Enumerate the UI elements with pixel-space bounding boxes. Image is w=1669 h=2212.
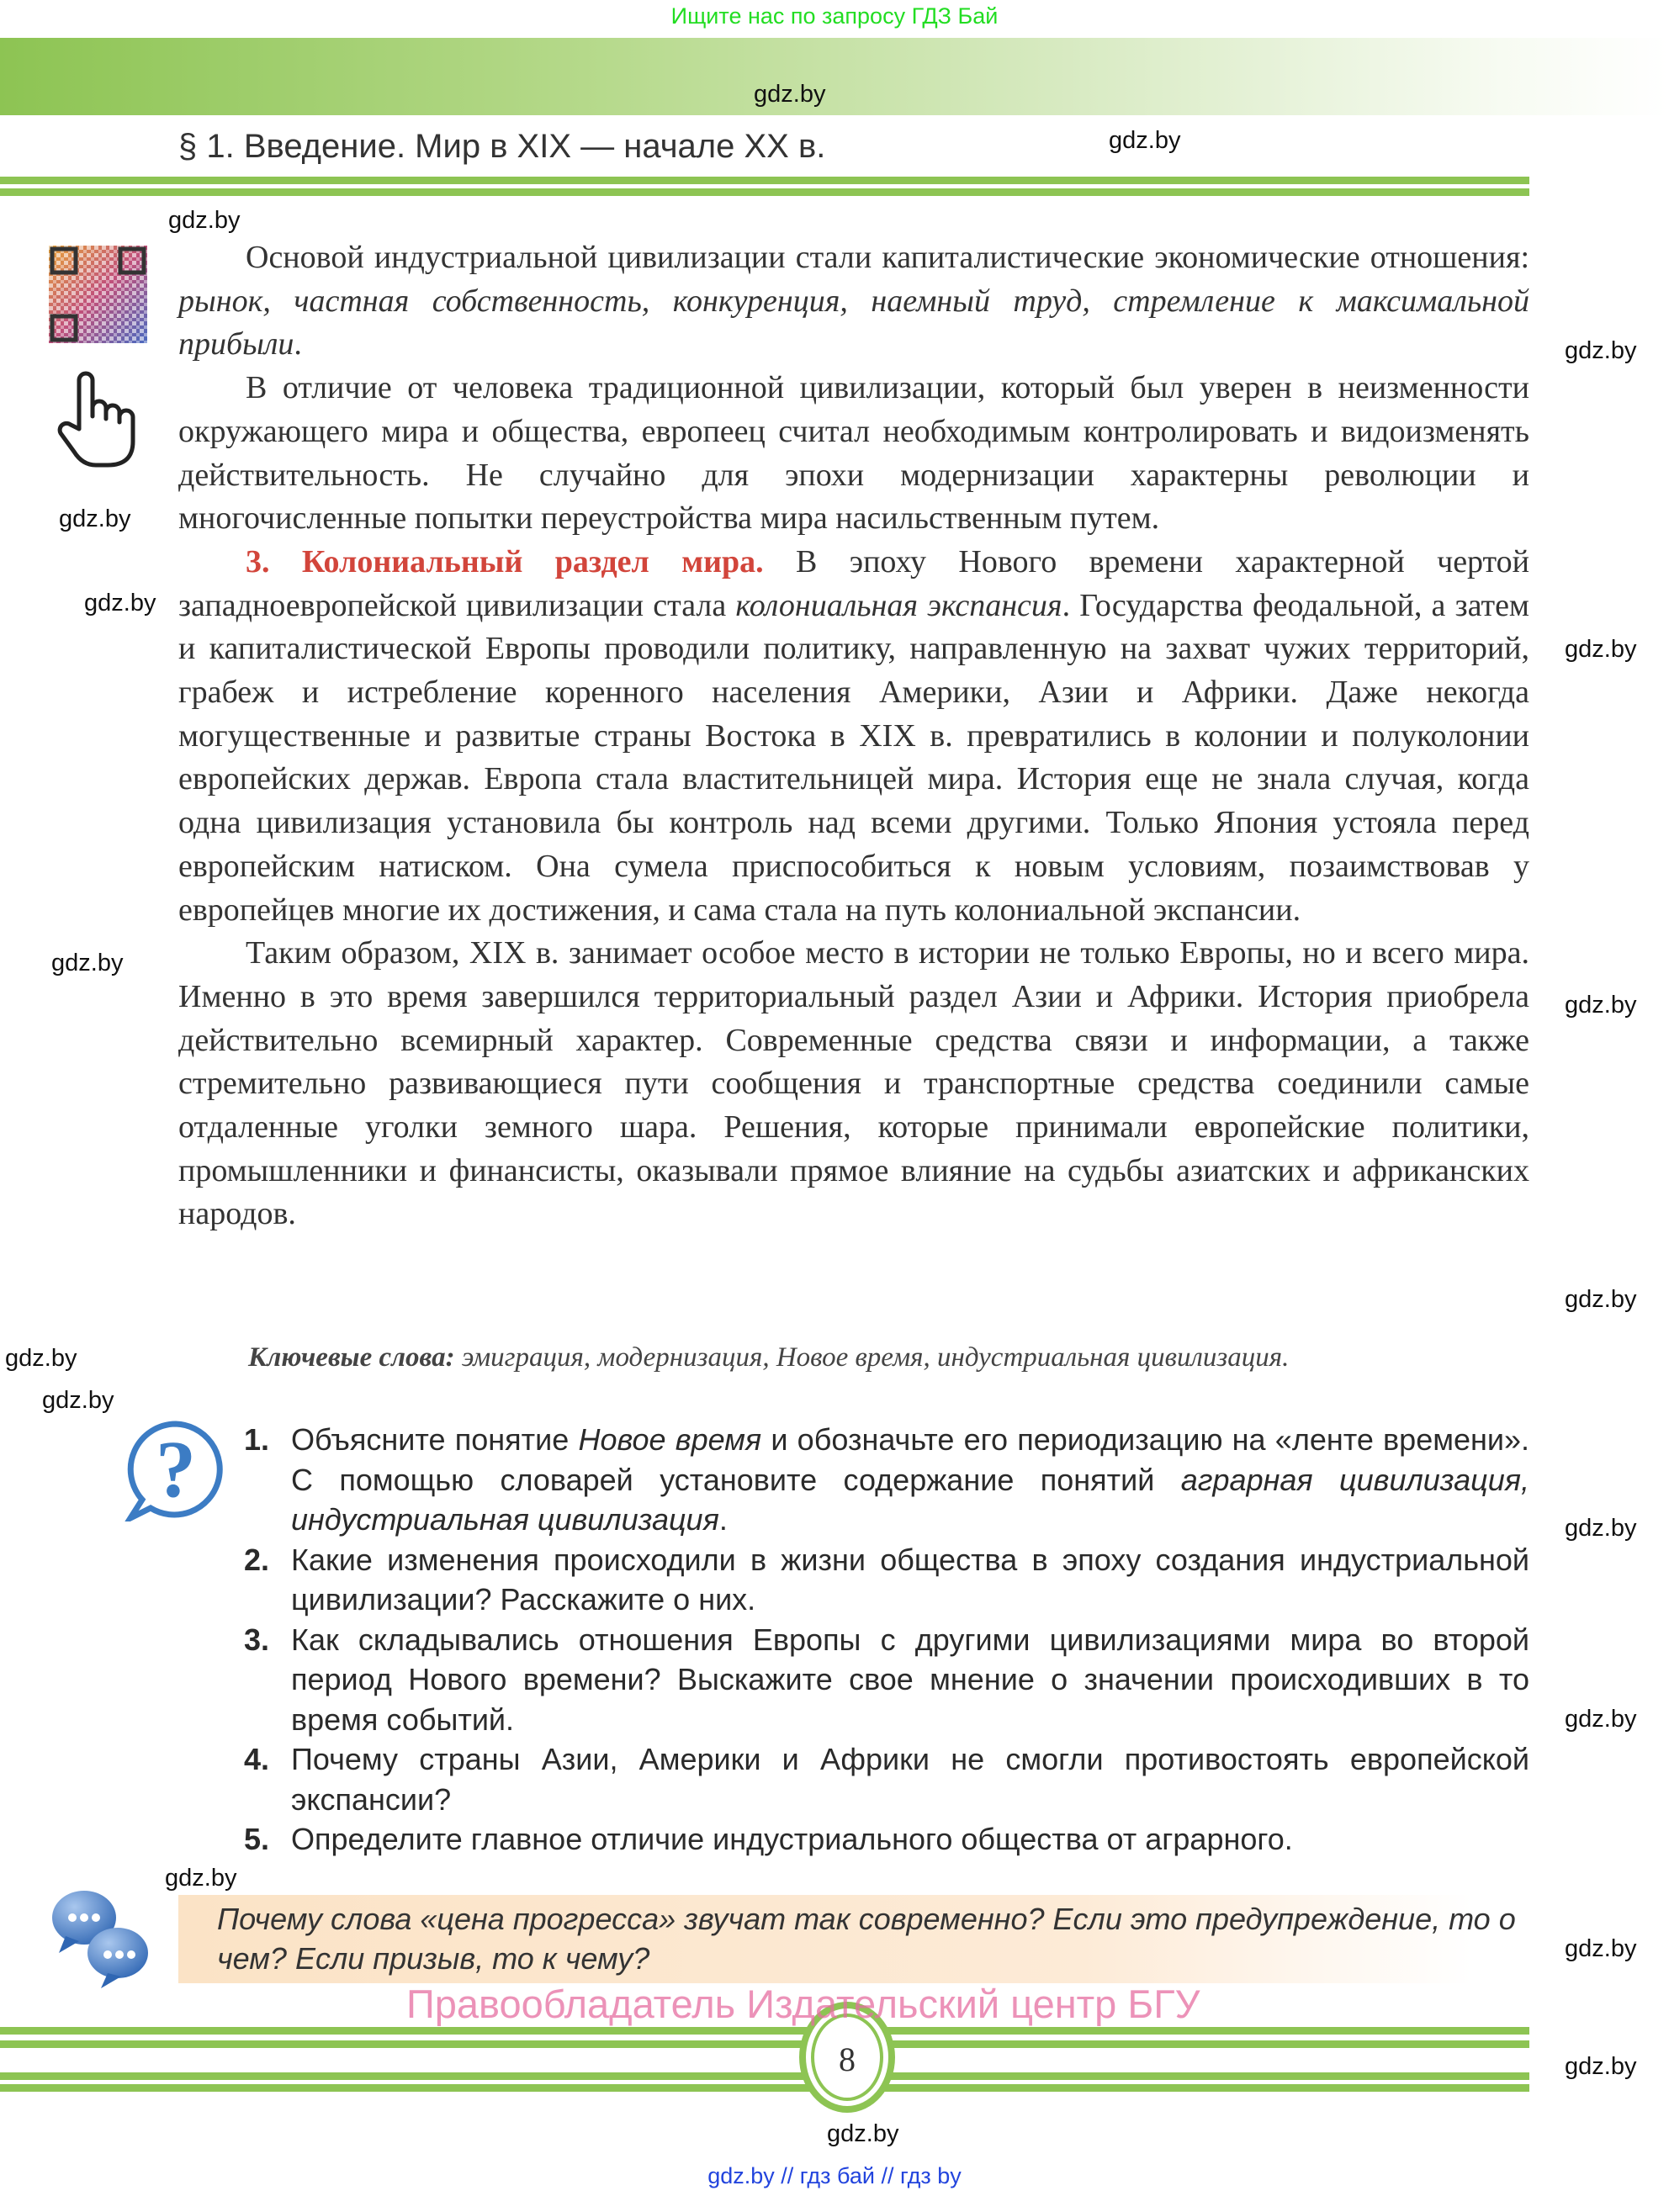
chat-bubbles-icon — [49, 1884, 154, 1989]
copyright-watermark: Правообладатель Издательский центр БГУ — [406, 1982, 1200, 2026]
question-number: 5. — [244, 1822, 270, 1856]
question-icon — [124, 1419, 229, 1521]
question-item — [244, 1420, 1529, 1540]
footer-line-2 — [0, 2040, 1529, 2048]
question-text: Определите главное отличие индустриального общества от аграрного. — [291, 1822, 1293, 1856]
header-divider-top — [0, 177, 1529, 184]
watermark: gdz.by — [84, 590, 156, 617]
paragraph-italic: колониальная экспансия — [735, 587, 1062, 623]
watermark: gdz.by — [1565, 992, 1637, 1019]
hand-pointer-icon — [54, 370, 146, 471]
question-number: 4. — [244, 1742, 270, 1776]
footer-line-3 — [0, 2072, 1529, 2080]
watermark: gdz.by — [1565, 1515, 1637, 1542]
question-item — [244, 1540, 1529, 1620]
paragraph-1 — [178, 236, 1529, 367]
watermark: gdz.by — [1565, 1706, 1637, 1733]
discussion-question: Почему слова «цена прогресса» звучат так современно? Если это предупреждение, то о чем? Если призыв, то к чему? — [217, 1902, 1516, 1976]
footer-line-4 — [0, 2084, 1529, 2092]
question-number: 2. — [244, 1542, 270, 1577]
paragraph-text: В эпоху Нового времени характерной чертой западноевропейской цивилизации стала — [178, 543, 1529, 623]
watermark: gdz.by — [1565, 2053, 1637, 2080]
bottom-links[interactable]: gdz.by // гдз бай // гдз by — [707, 2163, 962, 2188]
watermark: gdz.by — [1565, 636, 1637, 663]
key-words — [248, 1342, 1535, 1373]
question-item — [244, 1819, 1529, 1860]
watermark: gdz.by — [168, 207, 241, 234]
question-number: 1. — [244, 1422, 270, 1457]
watermark: gdz.by — [754, 81, 826, 108]
watermark: gdz.by — [1565, 1935, 1637, 1962]
question-text: Почему страны Азии, Америки и Африки не смогли противостоять европейской экспансии? — [291, 1742, 1529, 1817]
question-number: 3. — [244, 1622, 270, 1657]
paragraph-4: Таким образом, XIX в. занимает особое место в истории не только Европы, но и всего мира. Именно в это время завершился территориальный раздел Азии и Африки. История приобрела действительно всемирный характер. Современные средства связи и информации, а также стремительно развивающиеся пути сообщения и транспортные средства соединили самые отдаленные уголки земного шара. Решения, которые принимали европейские политики, промышленники и финансисты, оказывали прямое влияние на судьбы азиатских и африканских народов. — [178, 935, 1529, 1232]
key-words-text: эмиграция, модернизация, Новое время, индустриальная цивилизация. — [454, 1342, 1290, 1373]
question-item — [244, 1739, 1529, 1819]
watermark: gdz.by — [165, 1865, 237, 1892]
svg-text:?: ? — [156, 1424, 196, 1514]
watermark: gdz.by — [1565, 337, 1637, 364]
questions-list — [244, 1420, 1529, 1860]
question-text: Как складывались отношения Европы с другими цивилизациями мира во второй период Нового времени? Выскажите свое мнение о значении происходивших в то время событий. — [291, 1622, 1529, 1737]
paragraph-italic: рынок, частная собственность, конкуренция, наемный труд, стремление к максимальной прибыли — [178, 283, 1529, 362]
watermark: gdz.by — [42, 1387, 114, 1414]
question-item — [244, 1620, 1529, 1740]
watermark: gdz.by — [5, 1345, 77, 1372]
question-text: Какие изменения происходили в жизни общества в эпоху создания индустриальной цивилизации? Расскажите о них. — [291, 1542, 1529, 1617]
watermark: gdz.by — [1109, 127, 1181, 154]
watermark: gdz.by — [59, 505, 131, 532]
paragraph-3 — [178, 541, 1529, 932]
page-title: § 1. Введение. Мир в XIX — начале XX в. — [178, 128, 826, 165]
question-text: . — [718, 1502, 728, 1537]
key-words-label: Ключевые слова: — [248, 1342, 455, 1373]
paragraph-text: Основой индустриальной цивилизации стали капиталистические экономические отношения: — [246, 240, 1529, 275]
footer-line-1 — [0, 2027, 1529, 2035]
watermark: gdz.by — [51, 950, 124, 976]
top-search-note: Ищите нас по запросу ГДЗ Бай — [670, 3, 999, 29]
paragraph-text: . — [294, 326, 302, 362]
page-number: 8 — [839, 2040, 856, 2078]
paragraph-text: . Государства феодальной, а затем и капиталистической Европы проводили политику, направленную на захват чужих территорий, грабеж и истребление коренного населения Америки, Азии и Африки. Даже некогда могущественные и развитые страны Востока в XIX в. превратились в колонии и полуколонии европейских держав. Европа стала властительницей мира. История еще не знала случая, когда одна цивилизация установила бы контроль над всеми другими. Только Япония устояла перед европейским натиском. Она сумела приспособиться к новым условиям, позаимствовав у европейцев многие их достижения, и сама стала на путь колониальной экспансии. — [178, 587, 1529, 928]
watermark: gdz.by — [827, 2120, 899, 2147]
question-text: и обозначьте его периодизацию на «ленте времени». С помощью словарей установите содержание понятий — [291, 1422, 1530, 1497]
qr-code-icon[interactable] — [49, 246, 147, 343]
header-band — [0, 38, 1669, 115]
question-text: Объясните понятие — [291, 1422, 579, 1457]
watermark: gdz.by — [1565, 1286, 1637, 1313]
paragraph-2: В отличие от человека традиционной цивилизации, который был уверен в неизменности окружающего мира и общества, европеец считал необходимым контролировать и видоизменять действительность. Не случайно для эпохи модернизации характерны революции и многочисленные попытки переустройства мира насильственным путем. — [178, 370, 1529, 537]
main-text — [178, 236, 1529, 1236]
question-italic: Новое время — [578, 1422, 762, 1457]
section-heading: 3. Колониальный раздел мира. — [246, 543, 764, 579]
question-italic: аграрная цивилизация, индустриальная цивилизация — [291, 1462, 1529, 1537]
header-divider-bottom — [0, 188, 1529, 196]
